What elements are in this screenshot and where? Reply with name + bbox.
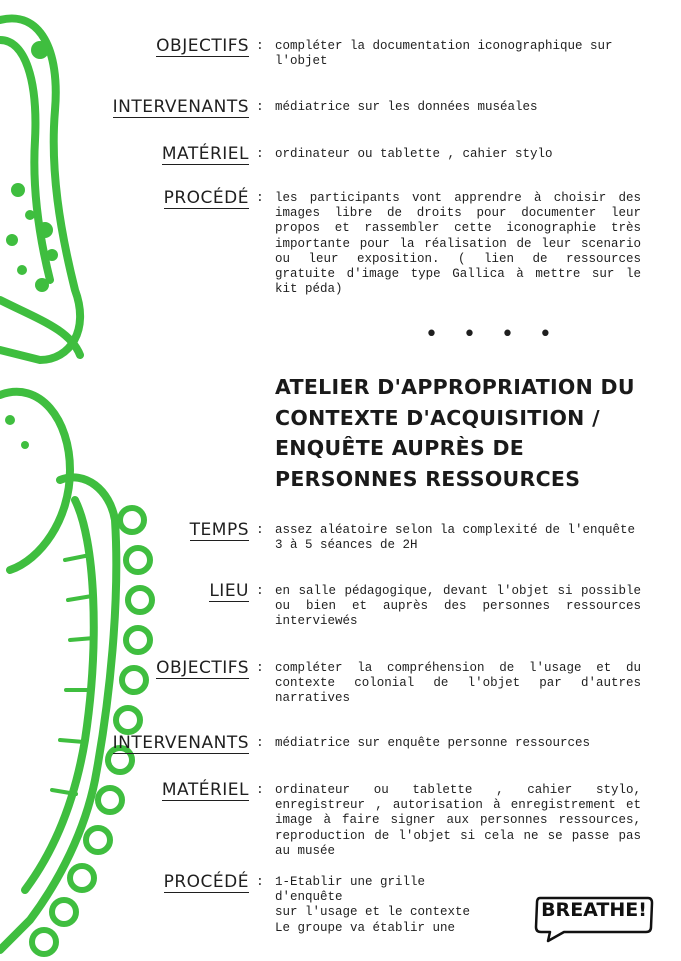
value-procede: 1-Etablir une grille d'enquête sur l'usage et le contexte Le groupe va établir une: [275, 875, 471, 935]
colon: :: [256, 583, 264, 598]
label-lieu: LIEU: [209, 581, 249, 601]
value-objectifs: compléter la documentation iconographique sur l'objet: [275, 39, 613, 69]
breathe-logo: [534, 895, 654, 943]
label-objectifs: OBJECTIFS: [156, 36, 249, 56]
colon: :: [256, 874, 264, 889]
colon: :: [256, 99, 264, 114]
colon: :: [256, 782, 264, 797]
label-intervenants: INTERVENANTS: [112, 97, 249, 117]
value-materiel: ordinateur ou tablette , cahier stylo, enregistreur , autorisation à enregistrement et image à faire signer aux personnes ressources, reproduction de l'objet si cela ne se passe pas au musée: [275, 783, 641, 858]
colon: :: [256, 522, 264, 537]
label-procede: PROCÉDÉ: [163, 188, 249, 208]
value-objectifs: compléter la compréhension de l'usage et du contexte colonial de l'objet par d'autres narratives: [275, 661, 641, 706]
value-materiel: ordinateur ou tablette , cahier stylo: [275, 147, 553, 161]
label-intervenants: INTERVENANTS: [112, 733, 249, 753]
colon: :: [256, 38, 264, 53]
value-procede: les participants vont apprendre à choisir des images libre de droits pour documenter leur propos et rassembler cette iconographie très importante pour la réalisation de leur scenario ou leur exposition. ( lien de ressources gratuite d'image type Gallica à mettre sur le kit péda): [275, 191, 641, 297]
logo-text: BREATHE!: [541, 899, 647, 921]
value-intervenants: médiatrice sur les données muséales: [275, 100, 538, 114]
colon: :: [256, 190, 264, 205]
section-separator: • • • •: [425, 322, 561, 347]
colon: :: [256, 660, 264, 675]
section-title: ATELIER D'APPROPRIATION DU CONTEXTE D'ACQUISITION / ENQUÊTE AUPRÈS DE PERSONNES RESSOURCES: [275, 375, 635, 491]
colon: :: [256, 735, 264, 750]
label-materiel: MATÉRIEL: [161, 780, 249, 800]
label-objectifs: OBJECTIFS: [156, 658, 249, 678]
label-procede: PROCÉDÉ: [163, 872, 249, 892]
label-temps: TEMPS: [189, 520, 249, 540]
label-materiel: MATÉRIEL: [161, 144, 249, 164]
value-temps: assez aléatoire selon la complexité de l'enquête 3 à 5 séances de 2H: [275, 523, 636, 553]
colon: :: [256, 146, 264, 161]
value-lieu: en salle pédagogique, devant l'objet si possible ou bien et auprès des personnes ressources interviewés: [275, 584, 641, 629]
value-intervenants: médiatrice sur enquête personne ressources: [275, 736, 591, 750]
